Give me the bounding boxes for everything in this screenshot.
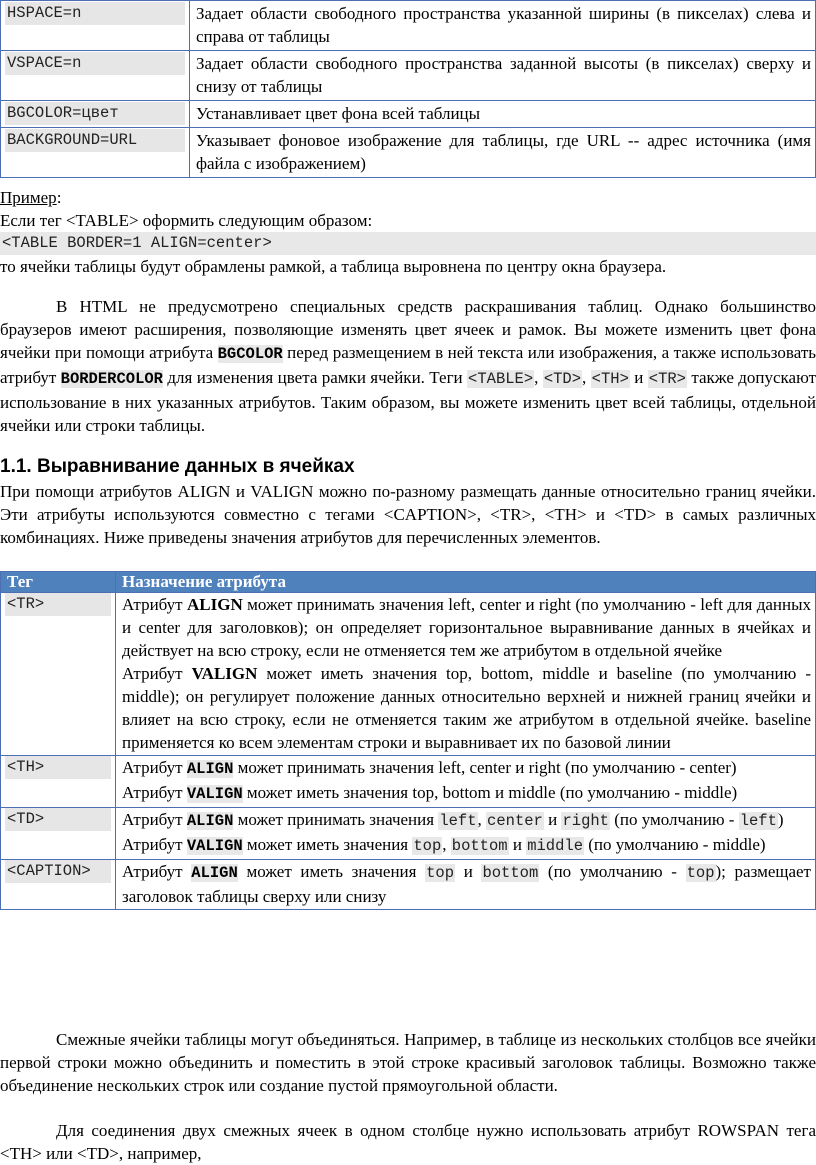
table-row: <TD> Атрибут ALIGN может принимать значения left, center и right (по умолчанию - left) Атрибут VALIGN может иметь значения top, bottom и middle (по умолчанию - middle) — [1, 808, 816, 860]
bordercolor-keyword: BORDERCOLOR — [60, 370, 163, 388]
attr-description: Задает области свободного пространства указанной ширины (в пикселах) слева и справа от таблицы — [190, 1, 816, 51]
tag-cell: <TD> — [5, 808, 111, 831]
tag-th: <TH> — [591, 370, 629, 388]
attr-description: Указывает фоновое изображение для таблицы, где URL -- адрес источника (имя файла с изображением) — [190, 128, 816, 178]
bgcolor-keyword: BGCOLOR — [217, 345, 283, 363]
table-attributes — [0, 0, 816, 178]
attr-description: Задает области свободного пространства заданной высоты (в пикселах) сверху и снизу от таблицы — [190, 51, 816, 101]
tag-tr: <TR> — [648, 370, 686, 388]
table-row — [1, 101, 816, 128]
table-row — [1, 1, 816, 51]
attr-name: VSPACE=n — [5, 52, 185, 75]
table-row: <TH> Атрибут ALIGN может принимать значения left, center и right (по умолчанию - center) Атрибут VALIGN может иметь значения top, bottom и middle (по умолчанию - middle) — [1, 756, 816, 808]
example-code: <TABLE BORDER=1 ALIGN=center> — [0, 232, 816, 255]
example-line: Если тег <TABLE> оформить следующим образом: — [0, 211, 373, 230]
tag-cell: <TR> — [5, 593, 111, 616]
table-align — [0, 571, 816, 910]
example-block: Пример: Если тег <TABLE> оформить следующим образом: <TABLE BORDER=1 ALIGN=center> то ячейки таблицы будут обрамлены рамкой, а таблица выровнена по центру окна браузера. — [0, 186, 816, 278]
section-heading: 1.1. Выравнивание данных в ячейках — [0, 456, 355, 477]
table-row — [1, 51, 816, 101]
tag-td: <TD> — [543, 370, 582, 388]
table-row: <CAPTION> Атрибут ALIGN может иметь значения top и bottom (по умолчанию - top); размещает заголовок таблицы сверху или снизу — [1, 860, 816, 910]
example-label: Пример — [0, 188, 57, 207]
tag-table: <TABLE> — [468, 370, 534, 388]
section-intro: При помощи атрибутов ALIGN и VALIGN можно по-разному размещать данные относительно границ ячейки. Эти атрибуты используются совместно с тегами <CAPTION>, <TR>, <TH> и <TD> в самых различных комбинациях. Ниже приведены значения атрибутов для перечисленных элементов. — [0, 482, 816, 547]
paragraph-colors: В HTML не предусмотрено специальных средств раскрашивания таблиц. Однако большинство браузеров имеют расширения, позволяющие изменять цвет ячеек и рамок. Вы можете изменить цвет фона ячейки при помощи атрибута BGCOLOR перед размещением в ней текста или изображения, а также использовать атрибут BORDERCOLOR для изменения цвета рамки ячейки. Теги <TABLE>, <TD>, <TH> и <TR> также допускают использование в них указанных атрибутов. Таким образом, вы можете изменить цвет всей таблицы, отдельной ячейки или строки таблицы. — [0, 297, 816, 435]
header-purpose: Назначение атрибута — [116, 572, 816, 593]
table-row — [1, 128, 816, 178]
tag-cell: <CAPTION> — [5, 860, 111, 883]
table-row: <TR> Атрибут ALIGN может принимать значения left, center и right (по умолчанию - left для данных и center для заголовков); он определяет горизонтальное выравнивание данных в ячейках и действует на всю строку, если не отменяется тем же атрибутом в отдельной ячейке Атрибут VALIGN может иметь значения top, bottom, middle и baseline (по умолчанию - middle); он регулирует положение данных относительно верхней и нижней границ ячейки и влияет на всю строку, если не отменяется таким же атрибутом в отдельной ячейке. baseline применяется ко всем элементам строки и выравнивает их по базовой линии — [1, 593, 816, 756]
attr-name: BACKGROUND=URL — [5, 129, 185, 152]
table-header-row — [1, 572, 816, 593]
paragraph-merge: Смежные ячейки таблицы могут объединяться. Например, в таблице из нескольких столбцов все ячейки первой строки можно объединить и поместить в этой строке красивый заголовок таблицы. Возможно также объединение нескольких строк или создание пустой прямоугольной области. — [0, 1030, 816, 1095]
attr-name: HSPACE=n — [5, 2, 185, 25]
paragraph-rowspan: Для соединения двух смежных ячеек в одном столбце нужно использовать атрибут ROWSPAN тега <TH> или <TD>, например, — [0, 1121, 816, 1163]
example-result: то ячейки таблицы будут обрамлены рамкой, а таблица выровнена по центру окна браузера. — [0, 257, 667, 276]
attr-name: BGCOLOR=цвет — [5, 102, 185, 125]
header-tag: Тег — [1, 572, 116, 593]
tag-cell: <TH> — [5, 756, 111, 779]
attr-description: Устанавливает цвет фона всей таблицы — [190, 101, 816, 128]
